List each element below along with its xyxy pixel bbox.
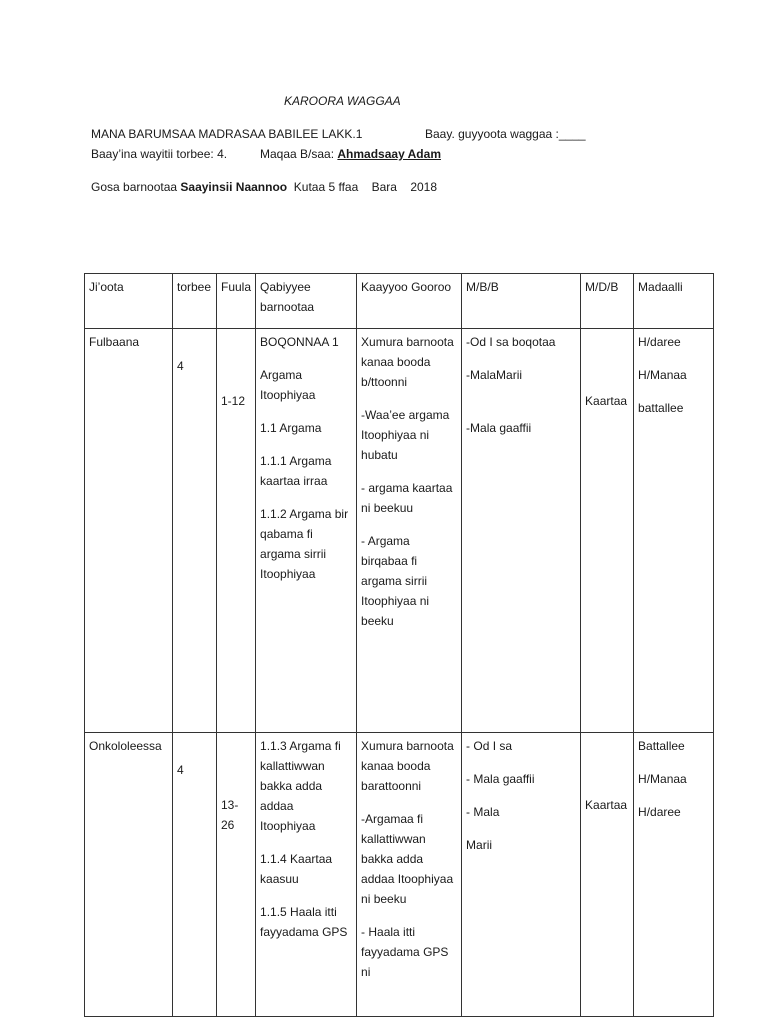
method-item: - Mala	[466, 805, 500, 819]
column-header: Madaalli	[634, 274, 714, 329]
year-label: Bara	[371, 180, 397, 194]
teacher-line	[260, 147, 441, 161]
pages-cell: 13-26	[217, 733, 256, 1017]
methods-cell	[462, 733, 581, 1017]
column-header: M/D/B	[581, 274, 634, 329]
week-cell: 4	[173, 733, 217, 1017]
method-item: - Mala gaaffii	[466, 772, 535, 786]
objective-item: Xumura barnoota kanaa booda b/ttoonni	[361, 335, 454, 389]
objectives-cell	[357, 329, 462, 733]
assessment-item: battallee	[638, 401, 684, 415]
method-item: -Mala gaaffii	[466, 421, 532, 435]
school-name: MANA BARUMSAA MADRASAA BABILEE LAKK.1	[91, 127, 363, 141]
objective-item: Xumura barnoota kanaa booda barattoonni	[361, 739, 454, 793]
assessment-item: Battallee	[638, 739, 685, 753]
week-cell: 4	[173, 329, 217, 733]
teacher-name: Ahmadsaay Adam	[337, 147, 441, 161]
objective-item: -Waa’ee argama Itoophiyaa ni hubatu	[361, 408, 450, 462]
method-item: Marii	[466, 838, 493, 852]
table-header-row	[85, 274, 714, 329]
materials-cell: Kaartaa	[581, 329, 634, 733]
assessment-item: H/Manaa	[638, 368, 687, 382]
teacher-label: Maqaa B/saa:	[260, 147, 335, 161]
assessment-item: H/Manaa	[638, 772, 687, 786]
objective-item: -Argamaa fi kallattiwwan bakka adda addaa Itoophiyaa ni beeku	[361, 812, 454, 906]
column-header: Ji’oota	[85, 274, 173, 329]
month-cell: Fulbaana	[85, 329, 173, 733]
column-header: Fuula	[217, 274, 256, 329]
content-item: 1.1.2 Argama bir qabama fi argama sirrii Itoophiyaa	[260, 507, 349, 581]
objective-item: - Argama birqabaa fi argama sirrii Itoophiyaa ni beeku	[361, 534, 430, 628]
subject-label: Gosa barnootaa	[91, 180, 178, 194]
content-item: BOQONNAA 1	[260, 335, 339, 349]
table-row	[85, 733, 714, 1017]
objective-item: - Haala itti fayyadama GPS ni	[361, 925, 449, 979]
method-item: -Od I sa boqotaa	[466, 335, 556, 349]
materials-cell: Kaartaa	[581, 733, 634, 1017]
objectives-cell	[357, 733, 462, 1017]
content-item: 1.1.1 Argama kaartaa irraa	[260, 454, 332, 488]
content-item: 1.1 Argama	[260, 421, 322, 435]
column-header: Qabiyyee barnootaa	[256, 274, 357, 329]
grade: Kutaa 5 ffaa	[293, 180, 359, 194]
table-row	[85, 329, 714, 733]
assessment-cell	[634, 329, 714, 733]
method-item: - Od I sa	[466, 739, 513, 753]
column-header: Kaayyoo Gooroo	[357, 274, 462, 329]
method-item: -MalaMarii	[466, 368, 523, 382]
subject-name: Saayinsii Naannoo	[180, 180, 288, 194]
objective-item: - argama kaartaa ni beekuu	[361, 481, 453, 515]
pages-cell: 1-12	[217, 329, 256, 733]
assessment-item: H/daree	[638, 335, 681, 349]
assessment-cell	[634, 733, 714, 1017]
content-item: Argama Itoophiyaa	[260, 368, 316, 402]
content-cell	[256, 733, 357, 1017]
column-header: torbee	[173, 274, 217, 329]
content-item: 1.1.4 Kaartaa kaasuu	[260, 852, 333, 886]
days-per-year-field: Baay. guyyoota waggaa :____	[425, 127, 586, 141]
content-item: 1.1.5 Haala itti fayyadama GPS	[260, 905, 348, 939]
periods-per-week: Baay’ina wayitii torbee: 4.	[91, 147, 228, 161]
assessment-item: H/daree	[638, 805, 681, 819]
methods-cell	[462, 329, 581, 733]
content-item: 1.1.3 Argama fi kallattiwwan bakka adda addaa Itoophiyaa	[260, 739, 341, 833]
year: 2018	[410, 180, 438, 194]
content-cell	[256, 329, 357, 733]
month-cell: Onkololeessa	[85, 733, 173, 1017]
column-header: M/B/B	[462, 274, 581, 329]
document-title: KAROORA WAGGAA	[284, 94, 401, 108]
subject-line	[91, 180, 437, 194]
annual-plan-table	[84, 273, 714, 1017]
